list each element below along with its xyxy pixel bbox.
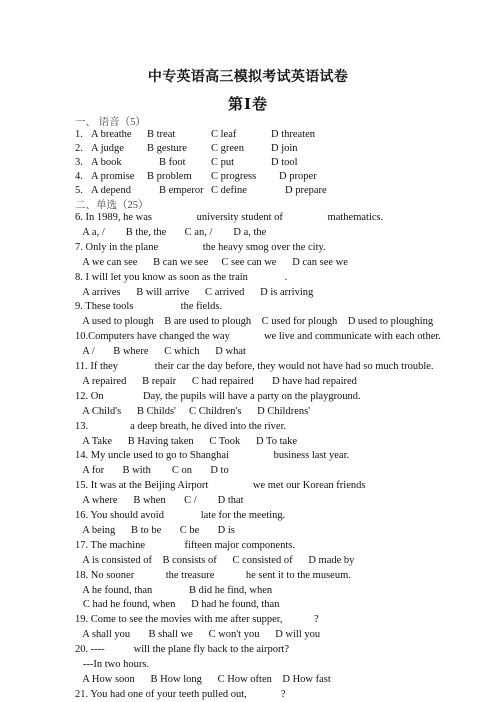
question-line: A we can see B can we see C see can we D can see we <box>75 256 348 268</box>
option-d: D threaten <box>271 129 316 140</box>
question-line: A shall you B shall we C won't you D will you <box>75 629 321 641</box>
option-a: A depend <box>91 185 131 196</box>
question-line: A How soon B How long C How often D How fast <box>75 673 331 685</box>
question-line: 21. You had one of your teeth pulled out, ? <box>75 688 286 700</box>
question-line: 7. Only in the plane the heavy smog over the city. <box>75 241 326 253</box>
question-line: 15. It was at the Beijing Airport we met our Korean friends <box>75 480 366 492</box>
option-a: A book <box>91 157 122 168</box>
question-number: 3. <box>75 157 83 168</box>
section-2-heading: 二、单选（25） <box>75 200 149 211</box>
question-line: 12. On Day, the pupils will have a party on the playground. <box>75 390 361 402</box>
question-line: 17. The machine fifteen major components. <box>75 539 295 551</box>
question-line: 18. No sooner the treasure he sent it to the museum. <box>75 569 351 581</box>
option-c: C put <box>211 157 235 168</box>
option-c: C define <box>211 185 247 196</box>
question-number: 5. <box>75 185 83 196</box>
question-number: 1. <box>75 129 83 140</box>
question-line: A arrives B will arrive C arrived D is arriving <box>75 286 314 298</box>
question-line: 9. These tools the fields. <box>75 301 223 313</box>
option-b: B gesture <box>147 143 187 154</box>
option-a: A promise <box>91 171 135 182</box>
question-line: 19. Come to see the movies with me after supper, ? <box>75 614 319 626</box>
question-line: A being B to be C be D is <box>75 524 235 536</box>
option-b: B foot <box>159 157 186 168</box>
question-number: 4. <box>75 171 83 182</box>
exam-title: 中专英语高三模拟考试英语试卷 <box>147 70 349 85</box>
question-line: A he found, than B did he find, when <box>75 584 273 596</box>
question-line: 6. In 1989, he was university student of mathematics. <box>75 212 384 223</box>
question-line: 14. My uncle used to go to Shanghai business last year. <box>75 450 350 462</box>
question-line: 16. You should avoid late for the meeting. <box>75 510 286 521</box>
question-line: C had he found, when D had he found, than <box>75 599 280 611</box>
option-d: D join <box>271 143 298 154</box>
option-c: C leaf <box>211 129 237 140</box>
question-line: A a, / B the, the C an, / D a, the <box>75 226 267 238</box>
option-d: D proper <box>279 171 317 182</box>
question-line: 11. If they their car the day before, they would not have had so much trouble. <box>75 361 434 372</box>
section-1-heading: 一、 语音（5） <box>75 117 146 128</box>
question-line: A is consisted of B consists of C consisted of D made by <box>75 554 355 566</box>
option-a: A breathe <box>91 129 132 140</box>
option-c: C progress <box>211 171 257 182</box>
option-d: D tool <box>271 157 298 168</box>
question-line: 20. ---- will the plane fly back to the airport? <box>75 644 290 656</box>
option-c: C green <box>211 143 244 154</box>
question-line: A Child's B Childs' C Children's D Childrens' <box>75 405 311 417</box>
option-b: B problem <box>147 171 192 182</box>
question-line: ---In two hours. <box>75 659 150 670</box>
option-b: B treat <box>147 129 176 140</box>
exam-subtitle: 第Ⅰ卷 <box>227 97 269 113</box>
option-d: D prepare <box>285 185 327 196</box>
question-line: 13. a deep breath, he dived into the river. <box>75 420 287 432</box>
question-number: 2. <box>75 143 83 154</box>
option-a: A judge <box>91 143 124 154</box>
question-line: 8. I will let you know as soon as the train . <box>75 271 288 283</box>
question-line: A used to plough B are used to plough C used for plough D used to ploughing <box>75 316 434 328</box>
option-b: B emperor <box>159 185 204 196</box>
question-line: 10.Computers have changed the way we live and communicate with each other. <box>75 331 441 343</box>
question-line: A / B where C which D what <box>75 346 246 358</box>
question-line: A Take B Having taken C Took D To take <box>75 435 298 447</box>
question-line: A repaired B repair C had repaired D have had repaired <box>75 375 357 387</box>
question-line: A for B with C on D to <box>75 465 229 477</box>
question-line: A where B when C / D that <box>75 495 244 507</box>
